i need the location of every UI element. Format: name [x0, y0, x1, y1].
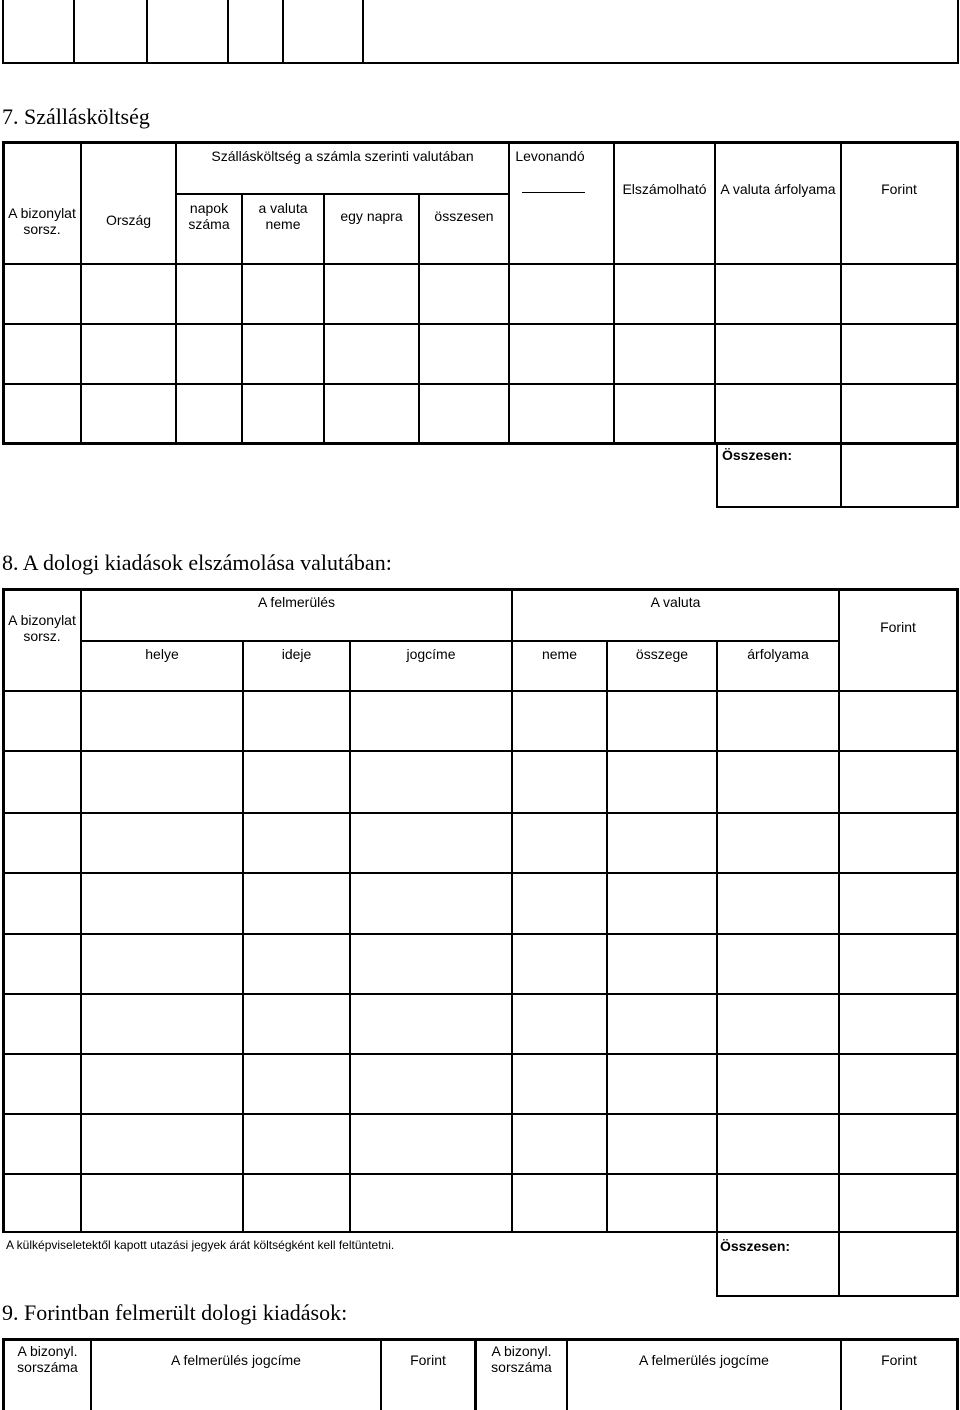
currency-header: A valuta — [650, 594, 701, 610]
total-header: összesen — [434, 208, 494, 224]
incurrence-title-header-2: A felmerülés jogcíme — [639, 1352, 769, 1368]
title-header: jogcíme — [406, 646, 456, 662]
currency-type-header: a valuta neme — [258, 200, 308, 232]
incurrence-header: A felmerülés — [257, 594, 336, 610]
lodging-cost-header: Szállásköltség a számla szerinti valutában — [211, 148, 474, 164]
receipt-number-header-2: A bizonyl. sorszáma — [491, 1343, 552, 1375]
accountable-header: Elszámolható — [622, 181, 707, 197]
exchange-rate-header: árfolyama — [747, 646, 809, 662]
number-of-days-header: napok száma — [188, 200, 230, 232]
accommodation-total-label: Összesen: — [722, 447, 793, 463]
section-9-title: 9. Forintban felmerült dologi kiadások: — [2, 1300, 348, 1325]
forint-header: Forint — [410, 1352, 446, 1368]
deductible-header: Levonandó — [515, 148, 585, 164]
country-header: Ország — [105, 212, 152, 228]
forint-header: Forint — [881, 181, 917, 197]
amount-header: összege — [635, 646, 689, 662]
receipt-number-header: A bizonyl. sorszáma — [17, 1343, 78, 1375]
material-expenses-total-label: Összesen: — [720, 1238, 791, 1254]
incurrence-title-header: A felmerülés jogcíme — [171, 1352, 301, 1368]
exchange-rate-header: A valuta árfolyama — [720, 181, 836, 197]
currency-type-header: neme — [541, 646, 578, 662]
forint-header-2: Forint — [881, 1352, 917, 1368]
receipt-number-header: A bizonylat sorsz. — [8, 612, 76, 644]
ticket-note: A külképviseletektől kapott utazási jegyek árát költségként kell feltüntetni. — [6, 1238, 395, 1252]
section-7-title: 7. Szállásköltség — [2, 104, 150, 129]
date-header: ideje — [281, 646, 312, 662]
per-day-header: egy napra — [340, 208, 403, 224]
receipt-number-header: A bizonylat sorsz. — [8, 205, 76, 237]
place-header: helye — [145, 646, 179, 662]
forint-header: Forint — [880, 619, 916, 635]
section-8-title: 8. A dologi kiadások elszámolása valutában: — [2, 550, 392, 575]
